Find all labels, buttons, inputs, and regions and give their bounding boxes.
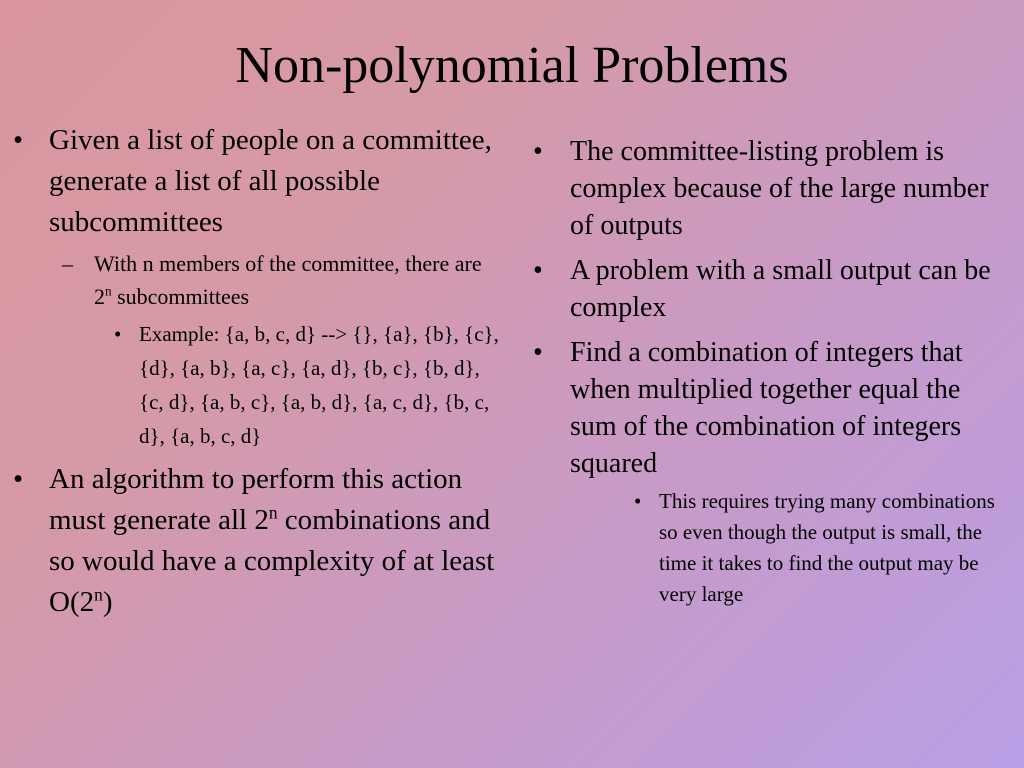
bullet-algorithm-complexity (10, 459, 500, 623)
bullet-text-b: combinations and so would have a complexity of at least O(2 (49, 504, 495, 618)
bullet-marker: • (533, 136, 543, 167)
bullet-small-output (530, 252, 1000, 326)
subbullet-text: This requires trying many combinations so even though the output is small, the time it takes to find the output may be very large (659, 489, 995, 606)
subbullet-subcommittee-count (10, 247, 500, 313)
right-column (530, 133, 1000, 610)
slide-title: Non-polynomial Problems (235, 37, 789, 94)
bullet-committee-list (10, 120, 500, 243)
exponent-n: n (94, 584, 103, 605)
exponent-n: n (105, 283, 112, 299)
bullet-marker: • (533, 337, 543, 368)
bullet-marker: • (114, 322, 122, 346)
bullet-marker: • (13, 463, 24, 495)
subbullet-trying-combinations (530, 486, 1000, 610)
subbullet-text-a: With n members of the committee, there are 2 (94, 251, 482, 309)
dash-marker: – (62, 251, 73, 276)
bullet-text: Find a combination of integers that when multiplied together equal the sum of the combination of integers squared (570, 337, 963, 479)
bullet-text-c: ) (102, 586, 113, 618)
bullet-committee-listing-complex (530, 133, 1000, 244)
bullet-find-combination (530, 334, 1000, 482)
bullet-text: The committee-listing problem is complex because of the large number of outputs (570, 136, 989, 241)
bullet-marker: • (533, 255, 543, 286)
exponent-n: n (268, 502, 278, 523)
bullet-text: A problem with a small output can be complex (570, 255, 991, 323)
example-text: Example: {a, b, c, d} --> {}, {a}, {b}, {c}, {d}, {a, b}, {a, c}, {a, d}, {b, c}, {b, d}, {c, d}, {a, b, c}, {a, b, d}, {a, c, d}, {b, c, d}, {a, b, c, d} (139, 322, 499, 448)
bullet-text-a: An algorithm to perform this action must generate all 2 (49, 463, 463, 536)
subbullet-text-b: subcommittees (111, 284, 250, 309)
bullet-text: Given a list of people on a committee, generate a list of all possible subcommittees (49, 124, 492, 238)
bullet-marker: • (634, 489, 642, 513)
subsubbullet-example (10, 317, 500, 453)
left-column (10, 120, 500, 623)
bullet-marker: • (13, 124, 24, 156)
